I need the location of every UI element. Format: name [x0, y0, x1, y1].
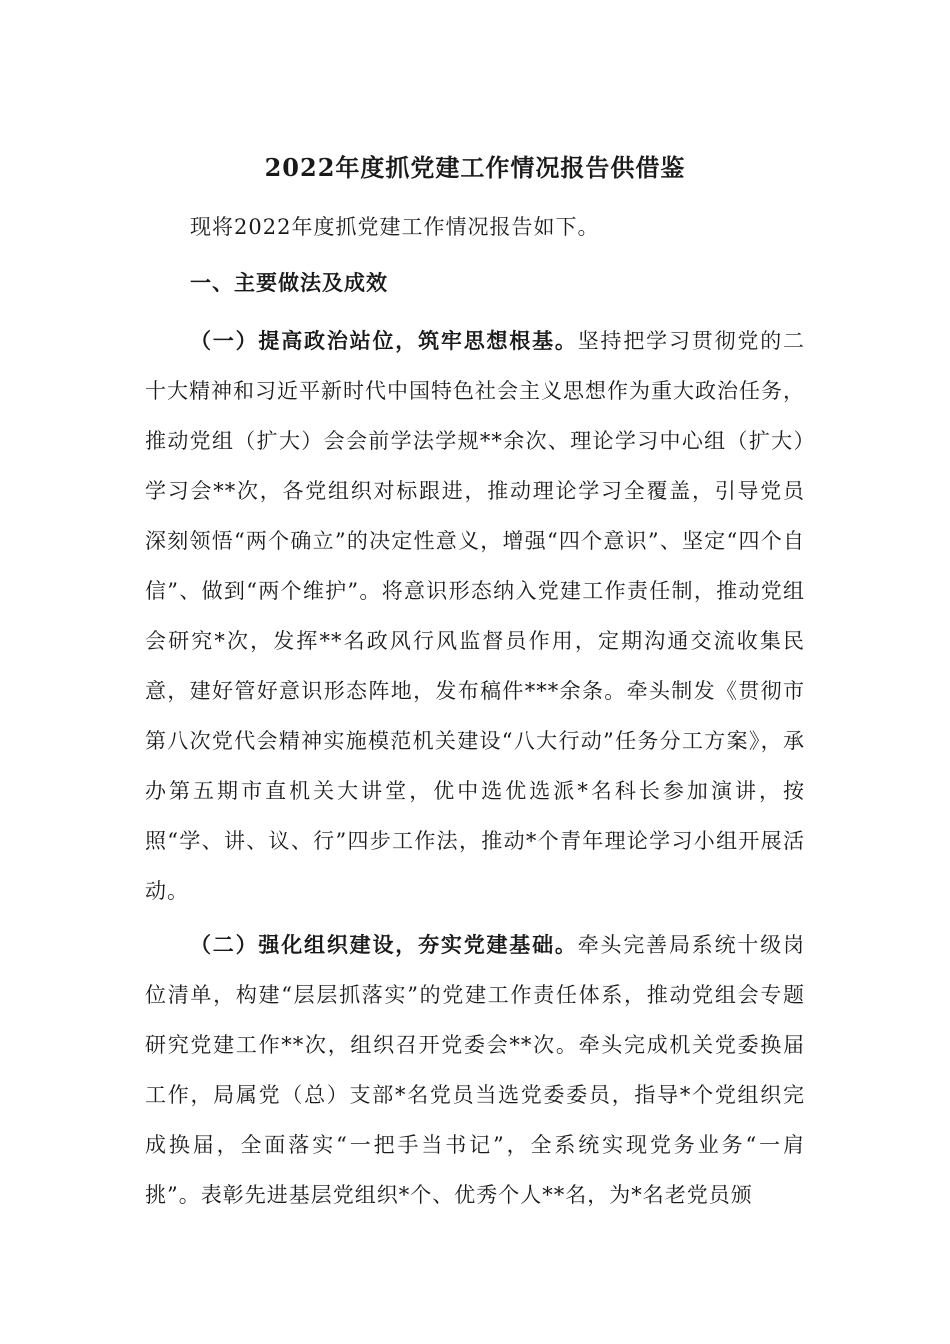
paragraph-1-lead: （一）提高政治站位，筑牢思想根基。 — [190, 328, 578, 353]
paragraph-1 — [145, 316, 805, 916]
paragraph-2 — [145, 920, 805, 1220]
document-title: 2022年度抓党建工作情况报告供借鉴 — [264, 153, 686, 182]
intro-line: 现将2022年度抓党建工作情况报告如下。 — [190, 215, 600, 239]
paragraph-2-body: 牵头完善局系统十级岗位清单，构建“层层抓落实”的党建工作责任体系，推动党组会专题研究党建工作**次，组织召开党委会**次。牵头完成机关党委换届工作，局属党（总）支部*名党员当选党委委员，指导*个党组织完成换届，全面落实“一把手当书记”，全系统实现党务业务“一肩挑”。表彰先进基层党组织*个、优秀个人**名，为*名老党员颁 — [145, 933, 806, 1207]
section-heading: 一、主要做法及成效 — [190, 270, 388, 295]
paragraph-2-lead: （二）强化组织建设，夯实党建基础。 — [190, 932, 578, 957]
paragraph-1-body: 坚持把学习贯彻党的二十大精神和习近平新时代中国特色社会主义思想作为重大政治任务，推动党组（扩大）会会前学法学规**余次、理论学习中心组（扩大）学习会**次，各党组织对标跟进，推动理论学习全覆盖，引导党员深刻领悟“两个确立”的决定性意义，增强“四个意识”、坚定“四个自信”、做到“两个维护”。将意识形态纳入党建工作责任制，推动党组会研究*次，发挥**名政风行风监督员作用，定期沟通交流收集民意，建好管好意识形态阵地，发布稿件***余条。牵头制发《贯彻市第八次党代会精神实施模范机关建设“八大行动”任务分工方案》，承办第五期市直机关大讲堂，优中选优选派*名科长参加演讲，按照“学、讲、议、行”四步工作法，推动*个青年理论学习小组开展活动。 — [145, 329, 806, 903]
